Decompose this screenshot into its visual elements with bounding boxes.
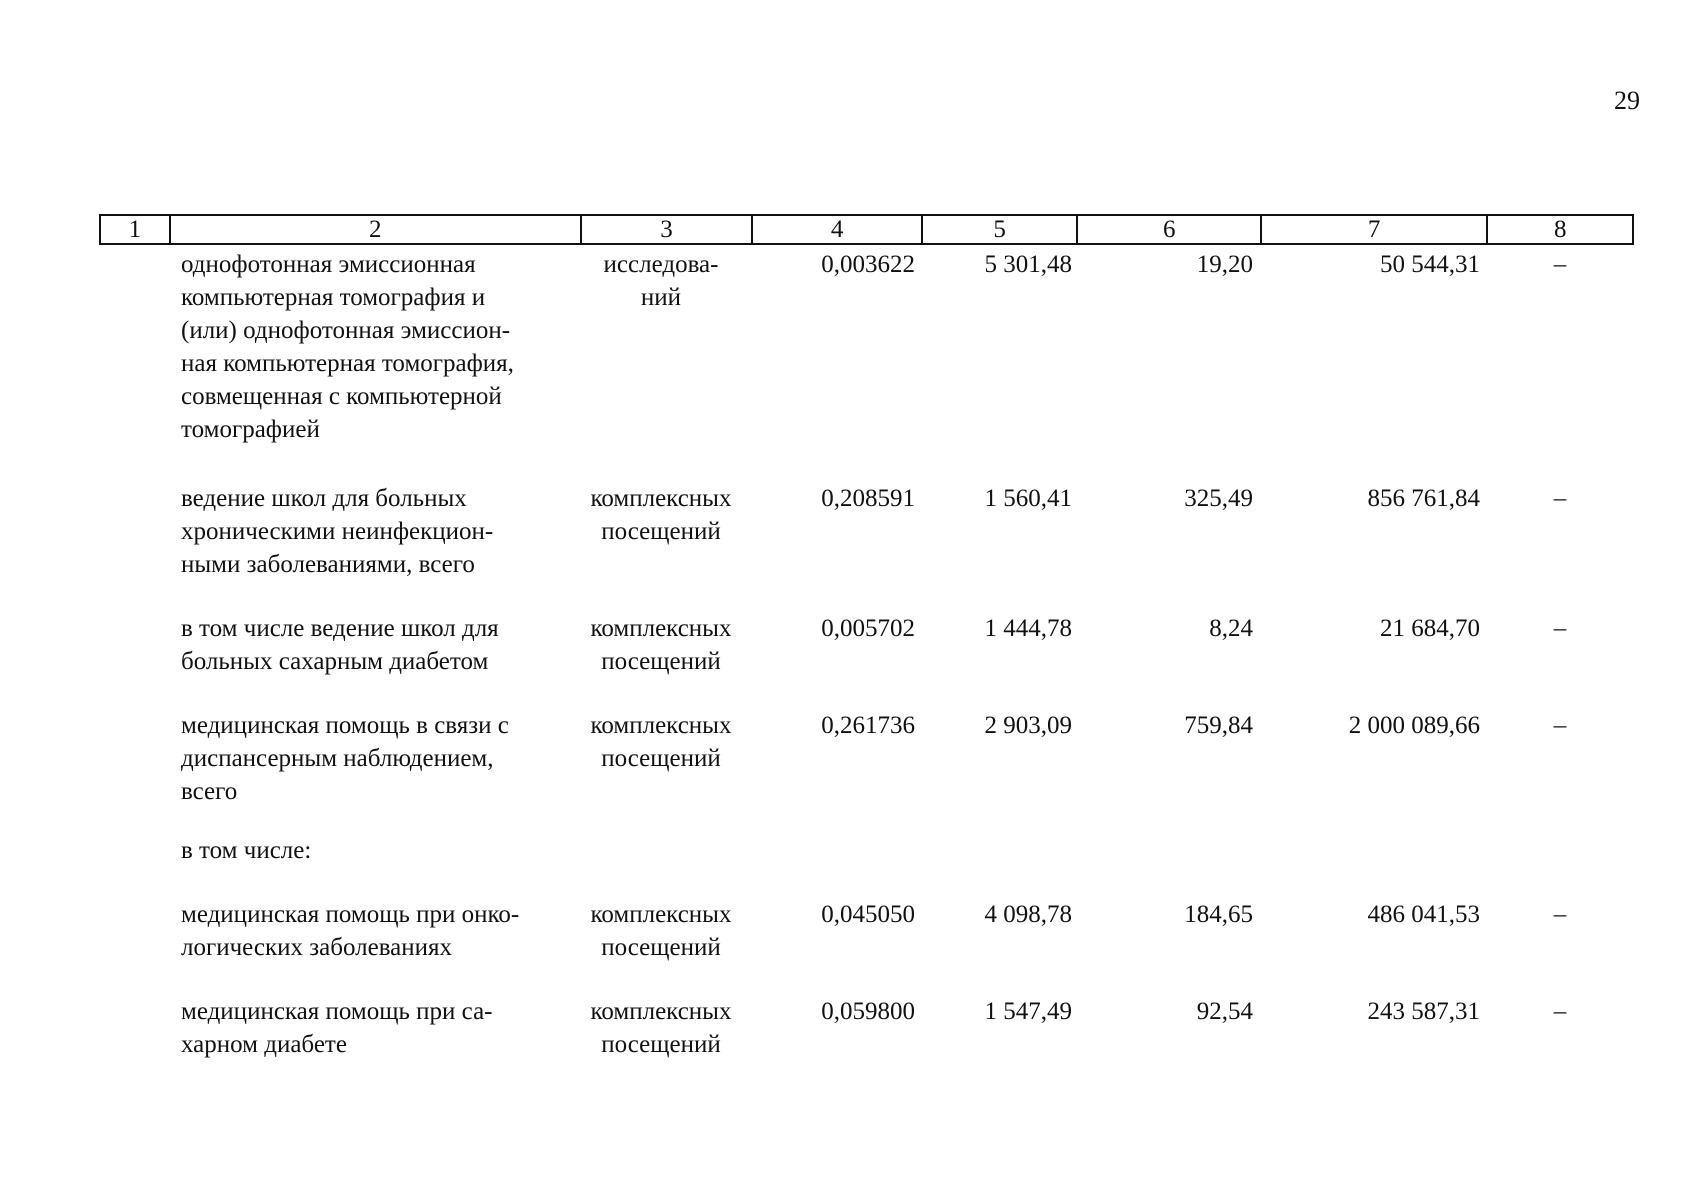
value-col-8: – bbox=[1553, 901, 1567, 928]
value-col-7: 856 761,84 bbox=[1367, 485, 1480, 512]
name-line: однофотонная эмиссионная bbox=[181, 251, 476, 278]
name-line: харном диабете bbox=[181, 1031, 347, 1058]
header-col-5: 5 bbox=[923, 216, 1079, 243]
unit bbox=[581, 995, 741, 1061]
value-col-5: 4 098,78 bbox=[984, 901, 1072, 928]
name-line: медицинская помощь в связи с bbox=[181, 712, 509, 739]
value-col-8: – bbox=[1553, 251, 1567, 278]
unit-line: комплексных bbox=[590, 712, 732, 739]
value-col-6: 8,24 bbox=[1209, 615, 1253, 642]
value-col-4: 0,045050 bbox=[821, 901, 915, 928]
header-col-2: 2 bbox=[171, 216, 582, 243]
unit-line: комплексных bbox=[590, 901, 732, 928]
value-col-7: 2 000 089,66 bbox=[1348, 712, 1480, 739]
value-col-4: 0,059800 bbox=[821, 998, 915, 1025]
unit bbox=[581, 248, 741, 314]
name-line: хроническими неинфекцион- bbox=[181, 518, 494, 545]
unit-line: посещений bbox=[601, 648, 721, 675]
value-col-5: 1 547,49 bbox=[984, 998, 1072, 1025]
page-number: 29 bbox=[1614, 86, 1640, 115]
unit-line: посещений bbox=[601, 745, 721, 772]
value-col-6: 92,54 bbox=[1196, 998, 1253, 1025]
unit-line: ний bbox=[640, 284, 682, 311]
service-name bbox=[181, 248, 569, 446]
unit bbox=[581, 612, 741, 678]
value-col-4: 0,208591 bbox=[821, 485, 915, 512]
name-line: совмещенная с компьютерной bbox=[181, 383, 502, 410]
header-col-8: 8 bbox=[1553, 216, 1567, 243]
service-name bbox=[181, 995, 569, 1061]
header-col-3: 3 bbox=[582, 216, 754, 243]
value-col-6: 184,65 bbox=[1184, 901, 1253, 928]
name-line: ная компьютерная томография, bbox=[181, 350, 514, 377]
name-line: компьютерная томография и bbox=[181, 284, 486, 311]
unit-line: посещений bbox=[601, 934, 721, 961]
name-line: логических заболеваниях bbox=[181, 934, 453, 961]
value-col-4: 0,003622 bbox=[821, 251, 915, 278]
unit-line: посещений bbox=[601, 518, 721, 545]
value-col-6: 759,84 bbox=[1184, 712, 1253, 739]
name-line: ными заболеваниями, всего bbox=[181, 551, 475, 578]
unit bbox=[581, 898, 741, 964]
service-name bbox=[181, 709, 569, 808]
value-col-7: 486 041,53 bbox=[1367, 901, 1480, 928]
value-col-5: 1 560,41 bbox=[984, 485, 1072, 512]
value-col-5: 5 301,48 bbox=[984, 251, 1072, 278]
name-line: в том числе ведение школ для bbox=[181, 615, 499, 642]
header-col-1: 1 bbox=[101, 216, 171, 243]
name-line: медицинская помощь при онко- bbox=[181, 901, 520, 928]
value-col-8: – bbox=[1553, 712, 1567, 739]
service-name bbox=[181, 898, 569, 964]
value-col-7: 50 544,31 bbox=[1380, 251, 1480, 278]
value-col-4: 0,005702 bbox=[821, 615, 915, 642]
value-col-8: – bbox=[1553, 998, 1567, 1025]
value-col-4: 0,261736 bbox=[821, 712, 915, 739]
header-col-4: 4 bbox=[753, 216, 923, 243]
unit-line: посещений bbox=[601, 1031, 721, 1058]
unit bbox=[581, 709, 741, 775]
value-col-5: 1 444,78 bbox=[984, 615, 1072, 642]
value-col-5: 2 903,09 bbox=[984, 712, 1072, 739]
header-col-6: 6 bbox=[1078, 216, 1262, 243]
name-line: ведение школ для больных bbox=[181, 485, 467, 512]
value-col-7: 21 684,70 bbox=[1380, 615, 1480, 642]
unit-line: исследова- bbox=[603, 251, 719, 278]
section-subheading bbox=[181, 834, 569, 867]
value-col-6: 19,20 bbox=[1196, 251, 1253, 278]
unit-line: комплексных bbox=[590, 998, 732, 1025]
name-line: больных сахарным диабетом bbox=[181, 648, 489, 675]
value-col-8: – bbox=[1553, 615, 1567, 642]
service-name bbox=[181, 612, 569, 678]
name-line: в том числе: bbox=[181, 837, 312, 864]
unit bbox=[581, 482, 741, 548]
table-header-row bbox=[99, 214, 1634, 245]
value-col-8: – bbox=[1553, 485, 1567, 512]
name-line: диспансерным наблюдением, bbox=[181, 745, 494, 772]
header-col-7: 7 bbox=[1262, 216, 1488, 243]
unit-line: комплексных bbox=[590, 615, 732, 642]
service-name bbox=[181, 482, 569, 581]
name-line: медицинская помощь при са- bbox=[181, 998, 493, 1025]
unit-line: комплексных bbox=[590, 485, 732, 512]
name-line: томографией bbox=[181, 416, 320, 443]
value-col-6: 325,49 bbox=[1184, 485, 1253, 512]
name-line: (или) однофотонная эмиссион- bbox=[181, 317, 511, 344]
value-col-7: 243 587,31 bbox=[1367, 998, 1480, 1025]
name-line: всего bbox=[181, 778, 238, 805]
